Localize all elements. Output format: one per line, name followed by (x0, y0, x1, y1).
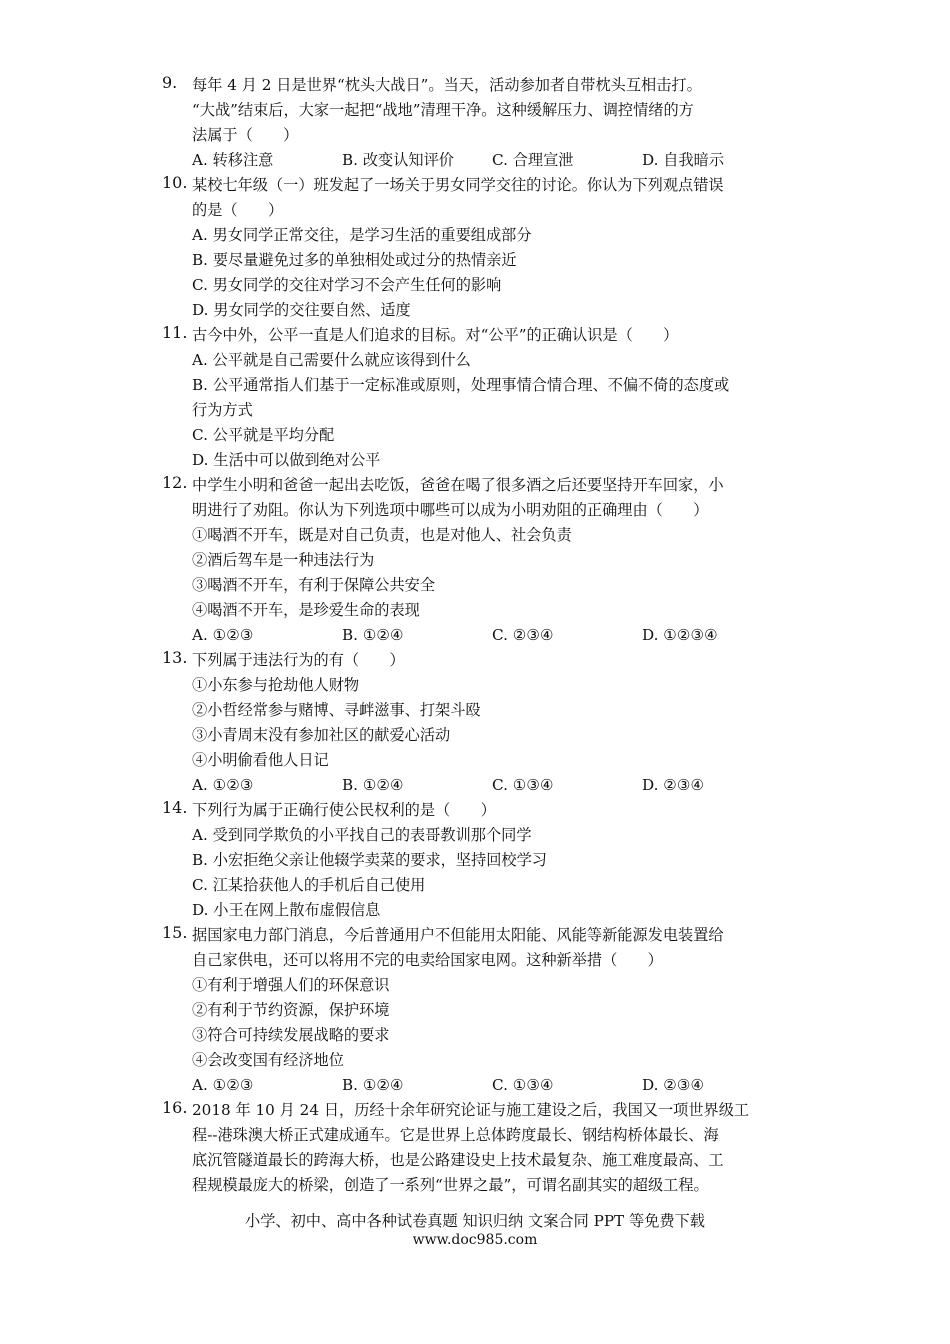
statement-item: ④小明偷看他人日记 (192, 751, 329, 769)
options-row (192, 148, 802, 173)
option-a: A. ①②③ (192, 776, 254, 794)
question-stem-line: 程--港珠澳大桥正式建成通车。它是世界上总体跨度最长、钢结构桥体最长、海 (192, 1126, 719, 1144)
option-b: B. 公平通常指人们基于一定标准或原则，处理事情合情合理、不偏不倚的态度或 (192, 376, 730, 394)
question-stem-line: 某校七年级（一）班发起了一场关于男女同学交往的讨论。你认为下列观点错误 (192, 176, 724, 194)
option-d: D. 自我暗示 (642, 151, 725, 169)
question-12 (162, 473, 802, 648)
question-stem-line: 据国家电力部门消息，今后普通用户不但能用太阳能、风能等新能源发电装置给 (192, 926, 724, 944)
options-row (192, 773, 802, 798)
statement-item: ②酒后驾车是一种违法行为 (192, 551, 375, 569)
statement-item: ①小东参与抢劫他人财物 (192, 676, 360, 694)
question-number: 9. (162, 73, 178, 92)
question-number: 11. (162, 323, 188, 342)
question-10 (162, 173, 802, 323)
option-d: D. 小王在网上散布虚假信息 (192, 901, 381, 919)
option-d: D. ②③④ (642, 1076, 705, 1094)
option-d: D. 男女同学的交往要自然、适度 (192, 301, 411, 319)
question-number: 13. (162, 648, 188, 667)
question-13 (162, 648, 802, 798)
statement-item: ①喝酒不开车，既是对自己负责，也是对他人、社会负责 (192, 526, 572, 544)
option-c: C. ①③④ (492, 1076, 554, 1094)
option-b: B. 改变认知评价 (342, 151, 454, 169)
option-d: D. 生活中可以做到绝对公平 (192, 451, 381, 469)
footer-promo-text: 小学、初中、高中各种试卷真题 知识归纳 文案合同 PPT 等免费下载 (245, 1212, 705, 1230)
option-a: A. 受到同学欺负的小平找自己的表哥教训那个同学 (192, 826, 532, 844)
option-c: C. 江某拾获他人的手机后自己使用 (192, 876, 426, 894)
question-16 (162, 1098, 802, 1198)
statement-item: ①有利于增强人们的环保意识 (192, 976, 390, 994)
option-b: B. 要尽量避免过多的单独相处或过分的热情亲近 (192, 251, 517, 269)
statement-item: ②小哲经常参与赌博、寻衅滋事、打架斗殴 (192, 701, 481, 719)
statement-item: ③喝酒不开车，有利于保障公共安全 (192, 576, 435, 594)
option-c: C. ②③④ (492, 626, 554, 644)
question-number: 12. (162, 473, 188, 492)
option-c: C. 合理宣泄 (492, 151, 574, 169)
question-14 (162, 798, 802, 923)
option-b: B. ①②④ (342, 1076, 404, 1094)
option-a: A. 公平就是自己需要什么就应该得到什么 (192, 351, 471, 369)
question-number: 15. (162, 923, 188, 942)
statement-item: ④会改变国有经济地位 (192, 1051, 344, 1069)
option-c: C. ①③④ (492, 776, 554, 794)
option-d: D. ②③④ (642, 776, 705, 794)
options-row (192, 623, 802, 648)
option-b: B. ①②④ (342, 776, 404, 794)
option-c: C. 男女同学的交往对学习不会产生任何的影响 (192, 276, 502, 294)
question-stem-line: 古今中外，公平一直是人们追求的目标。对“公平”的正确认识是（ ） (192, 326, 679, 344)
question-stem-line: 明进行了劝阻。你认为下列选项中哪些可以成为小明劝阻的正确理由（ ） (192, 501, 709, 519)
option-d: D. ①②③④ (642, 626, 718, 644)
question-number: 10. (162, 173, 188, 192)
option-c: C. 公平就是平均分配 (192, 426, 335, 444)
statement-item: ③小青周末没有参加社区的献爱心活动 (192, 726, 451, 744)
question-stem-line: 法属于（ ） (192, 126, 299, 144)
question-stem-line: 程规模最庞大的桥梁，创造了一系列“世界之最”，可谓名副其实的超级工程。 (192, 1176, 709, 1194)
option-a: A. ①②③ (192, 626, 254, 644)
question-stem-line: 自己家供电，还可以将用不完的电卖给国家电网。这种新举措（ ） (192, 951, 663, 969)
question-stem-line: 每年 4 月 2 日是世界“枕头大战日”。当天，活动参加者自带枕头互相击打。 (192, 76, 702, 94)
option-a: A. ①②③ (192, 1076, 254, 1094)
question-stem-line: “大战”结束后，大家一起把“战地”清理干净。这种缓解压力、调控情绪的方 (192, 101, 694, 119)
option-a: A. 转移注意 (192, 151, 274, 169)
question-stem-line: 下列属于违法行为的有（ ） (192, 651, 405, 669)
footer-website-link[interactable]: www.doc985.com (412, 1232, 538, 1248)
question-stem-line: 中学生小明和爸爸一起出去吃饭，爸爸在喝了很多酒之后还要坚持开车回家，小 (192, 476, 724, 494)
question-stem-line: 2018 年 10 月 24 日，历经十余年研究论证与施工建设之后，我国又一项世界级工 (192, 1101, 750, 1119)
question-number: 14. (162, 798, 188, 817)
statement-item: ③符合可持续发展战略的要求 (192, 1026, 390, 1044)
question-9 (162, 73, 802, 173)
question-15 (162, 923, 802, 1098)
question-stem-line: 的是（ ） (192, 201, 284, 219)
question-number: 16. (162, 1098, 188, 1117)
statement-item: ④喝酒不开车，是珍爱生命的表现 (192, 601, 420, 619)
statement-item: ②有利于节约资源，保护环境 (192, 1001, 390, 1019)
option-b: B. ①②④ (342, 626, 404, 644)
options-row (192, 1073, 802, 1098)
question-stem-line: 下列行为属于正确行使公民权利的是（ ） (192, 801, 496, 819)
option-a: A. 男女同学正常交往，是学习生活的重要组成部分 (192, 226, 532, 244)
option-b-continued: 行为方式 (192, 401, 253, 419)
option-b: B. 小宏拒绝父亲让他辍学卖菜的要求，坚持回校学习 (192, 851, 547, 869)
question-stem-line: 底沉管隧道最长的跨海大桥，也是公路建设史上技术最复杂、施工难度最高、工 (192, 1151, 724, 1169)
question-list (162, 73, 802, 1198)
question-11 (162, 323, 802, 473)
